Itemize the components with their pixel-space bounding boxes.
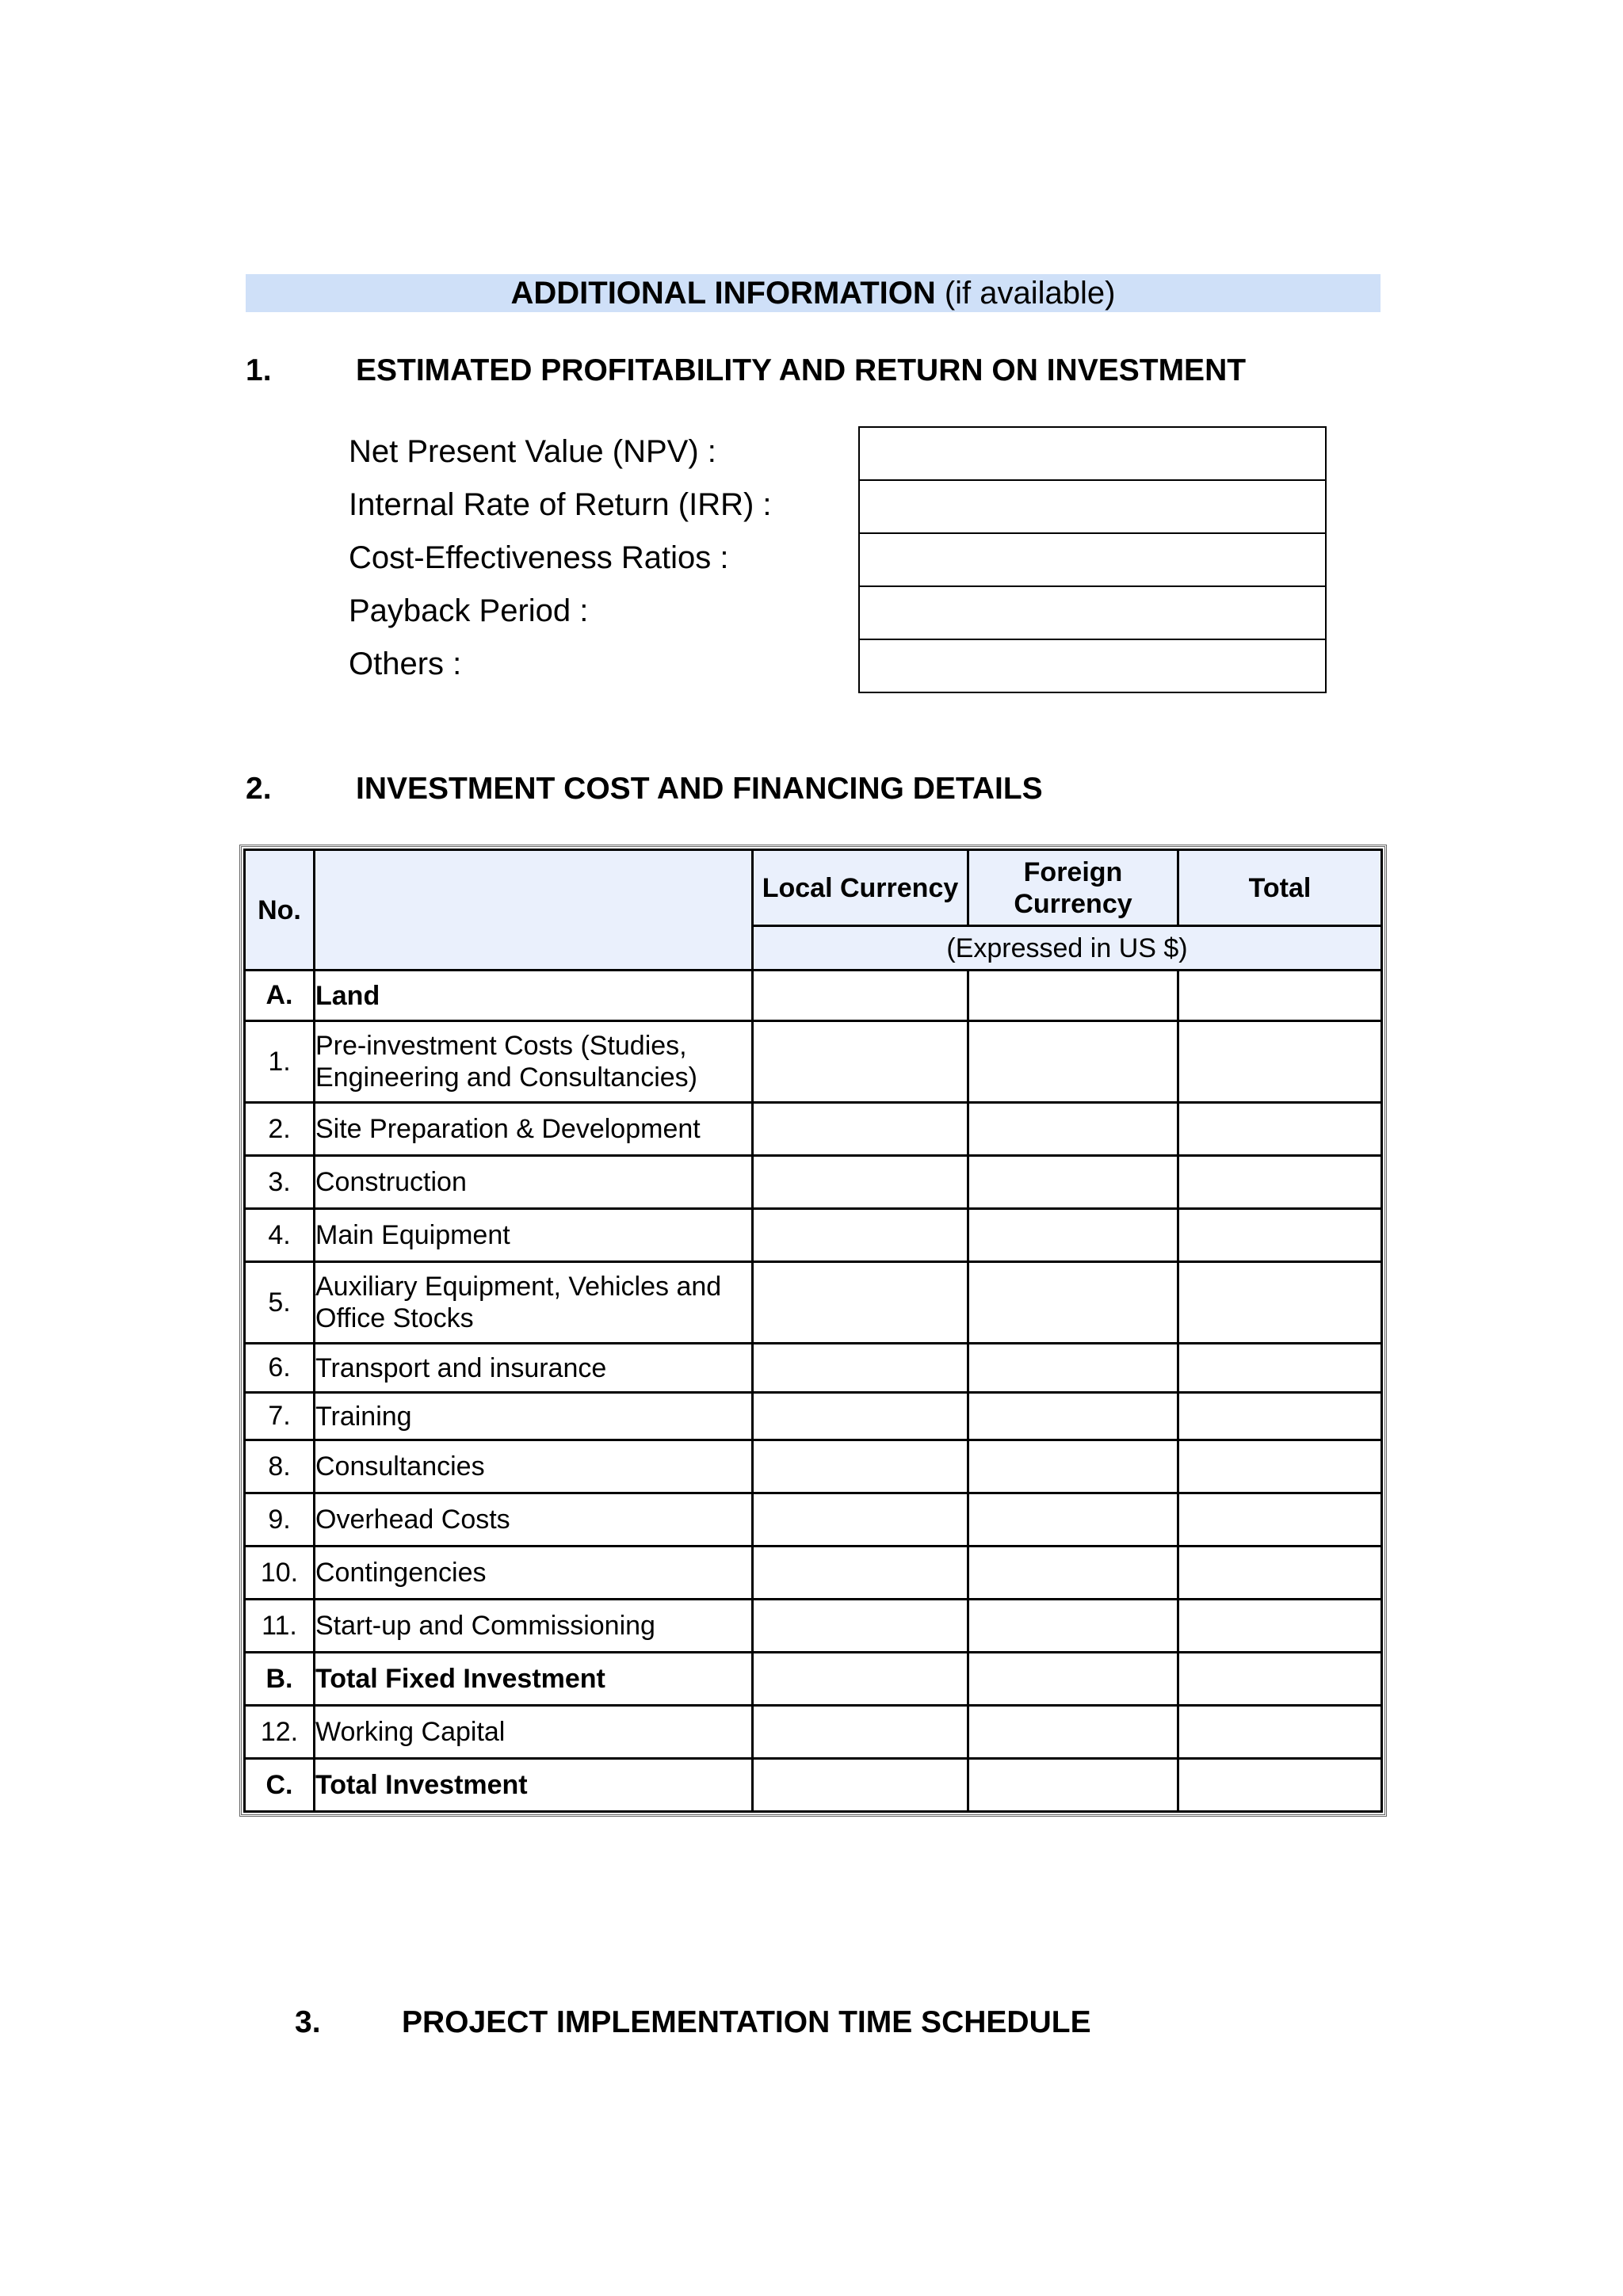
total-cell[interactable] — [1178, 1103, 1382, 1156]
local-currency-cell[interactable] — [753, 1653, 968, 1706]
local-currency-cell[interactable] — [753, 1493, 968, 1547]
total-cell[interactable] — [1178, 971, 1382, 1021]
total-cell[interactable] — [1178, 1393, 1382, 1440]
local-currency-cell[interactable] — [753, 1103, 968, 1156]
table-row — [245, 1393, 1382, 1440]
row-description: Contingencies — [315, 1547, 753, 1600]
row-number: 6. — [245, 1344, 315, 1393]
investment-table-frame — [239, 845, 1387, 1817]
local-currency-cell[interactable] — [753, 1393, 968, 1440]
payback-period-field[interactable] — [858, 585, 1327, 640]
section-2-number: 2. — [246, 772, 272, 806]
additional-information-banner — [246, 274, 1381, 312]
row-description: Land — [315, 971, 753, 1021]
row-number: 3. — [245, 1156, 315, 1209]
foreign-currency-cell[interactable] — [968, 1653, 1178, 1706]
irr-label: Internal Rate of Return (IRR) : — [349, 487, 772, 522]
total-cell[interactable] — [1178, 1493, 1382, 1547]
table-row — [245, 1440, 1382, 1493]
npv-label: Net Present Value (NPV) : — [349, 434, 716, 469]
table-row — [245, 1344, 1382, 1393]
row-number: B. — [245, 1653, 315, 1706]
total-cell[interactable] — [1178, 1706, 1382, 1759]
table-row — [245, 1493, 1382, 1547]
local-currency-cell[interactable] — [753, 1156, 968, 1209]
total-cell[interactable] — [1178, 1344, 1382, 1393]
row-number: 1. — [245, 1021, 315, 1103]
banner-note: (if available) — [935, 276, 1116, 311]
foreign-currency-cell[interactable] — [968, 1103, 1178, 1156]
local-currency-cell[interactable] — [753, 1759, 968, 1812]
table-row — [245, 1262, 1382, 1344]
foreign-currency-cell[interactable] — [968, 1344, 1178, 1393]
row-description: Total Fixed Investment — [315, 1653, 753, 1706]
table-row — [245, 1653, 1382, 1706]
payback-period-label: Payback Period : — [349, 593, 589, 628]
row-description: Auxiliary Equipment, Vehicles and Office Stocks — [315, 1262, 753, 1344]
header-local-currency: Local Currency — [753, 850, 968, 926]
total-cell[interactable] — [1178, 1156, 1382, 1209]
total-cell[interactable] — [1178, 1209, 1382, 1262]
row-description: Transport and insurance — [315, 1344, 753, 1393]
row-number: 11. — [245, 1600, 315, 1653]
table-row — [245, 1759, 1382, 1812]
row-number: 7. — [245, 1393, 315, 1440]
section-2-title: INVESTMENT COST AND FINANCING DETAILS — [356, 772, 1043, 806]
row-description: Start-up and Commissioning — [315, 1600, 753, 1653]
table-row — [245, 1156, 1382, 1209]
row-number: 5. — [245, 1262, 315, 1344]
foreign-currency-cell[interactable] — [968, 1393, 1178, 1440]
row-number: 9. — [245, 1493, 315, 1547]
row-number: 8. — [245, 1440, 315, 1493]
total-cell[interactable] — [1178, 1759, 1382, 1812]
row-number: A. — [245, 971, 315, 1021]
table-row — [245, 1103, 1382, 1156]
foreign-currency-cell[interactable] — [968, 971, 1178, 1021]
row-number: 12. — [245, 1706, 315, 1759]
table-row — [245, 971, 1382, 1021]
foreign-currency-cell[interactable] — [968, 1209, 1178, 1262]
local-currency-cell[interactable] — [753, 1262, 968, 1344]
npv-field[interactable] — [858, 426, 1327, 481]
row-number: C. — [245, 1759, 315, 1812]
header-no: No. — [245, 850, 315, 971]
local-currency-cell[interactable] — [753, 1706, 968, 1759]
total-cell[interactable] — [1178, 1440, 1382, 1493]
row-description: Total Investment — [315, 1759, 753, 1812]
table-row — [245, 1209, 1382, 1262]
total-cell[interactable] — [1178, 1547, 1382, 1600]
local-currency-cell[interactable] — [753, 1547, 968, 1600]
local-currency-cell[interactable] — [753, 1021, 968, 1103]
table-row — [245, 1547, 1382, 1600]
header-total: Total — [1178, 850, 1382, 926]
investment-cost-table — [243, 849, 1383, 1813]
cost-effectiveness-label: Cost-Effectiveness Ratios : — [349, 540, 729, 575]
row-description: Site Preparation & Development — [315, 1103, 753, 1156]
total-cell[interactable] — [1178, 1653, 1382, 1706]
others-label: Others : — [349, 646, 462, 681]
local-currency-cell[interactable] — [753, 1209, 968, 1262]
foreign-currency-cell[interactable] — [968, 1759, 1178, 1812]
investment-table-body — [245, 971, 1382, 1812]
irr-field[interactable] — [858, 479, 1327, 534]
row-description: Consultancies — [315, 1440, 753, 1493]
row-description: Main Equipment — [315, 1209, 753, 1262]
foreign-currency-cell[interactable] — [968, 1021, 1178, 1103]
local-currency-cell[interactable] — [753, 1440, 968, 1493]
table-row — [245, 1706, 1382, 1759]
cost-effectiveness-field[interactable] — [858, 532, 1327, 587]
row-number: 4. — [245, 1209, 315, 1262]
banner-title: ADDITIONAL INFORMATION — [510, 276, 936, 311]
foreign-currency-cell[interactable] — [968, 1156, 1178, 1209]
row-description: Training — [315, 1393, 753, 1440]
foreign-currency-cell[interactable] — [968, 1440, 1178, 1493]
section-3-title: PROJECT IMPLEMENTATION TIME SCHEDULE — [402, 2005, 1091, 2039]
section-3-number: 3. — [295, 2005, 321, 2039]
row-description: Pre-investment Costs (Studies, Engineering and Consultancies) — [315, 1021, 753, 1103]
local-currency-cell[interactable] — [753, 1600, 968, 1653]
foreign-currency-cell[interactable] — [968, 1547, 1178, 1600]
row-description: Working Capital — [315, 1706, 753, 1759]
foreign-currency-cell[interactable] — [968, 1600, 1178, 1653]
section-1-number: 1. — [246, 353, 272, 387]
foreign-currency-cell[interactable] — [968, 1262, 1178, 1344]
foreign-currency-cell[interactable] — [968, 1493, 1178, 1547]
header-foreign-currency: Foreign Currency — [968, 850, 1178, 926]
total-cell[interactable] — [1178, 1600, 1382, 1653]
header-description — [315, 850, 753, 971]
section-1-title: ESTIMATED PROFITABILITY AND RETURN ON INVESTMENT — [356, 353, 1247, 387]
foreign-currency-cell[interactable] — [968, 1706, 1178, 1759]
row-description: Construction — [315, 1156, 753, 1209]
row-number: 10. — [245, 1547, 315, 1600]
local-currency-cell[interactable] — [753, 971, 968, 1021]
row-description: Overhead Costs — [315, 1493, 753, 1547]
table-row — [245, 1021, 1382, 1103]
local-currency-cell[interactable] — [753, 1344, 968, 1393]
header-expressed-in-usd: (Expressed in US $) — [753, 926, 1382, 971]
others-field[interactable] — [858, 639, 1327, 693]
total-cell[interactable] — [1178, 1262, 1382, 1344]
row-number: 2. — [245, 1103, 315, 1156]
total-cell[interactable] — [1178, 1021, 1382, 1103]
table-row — [245, 1600, 1382, 1653]
